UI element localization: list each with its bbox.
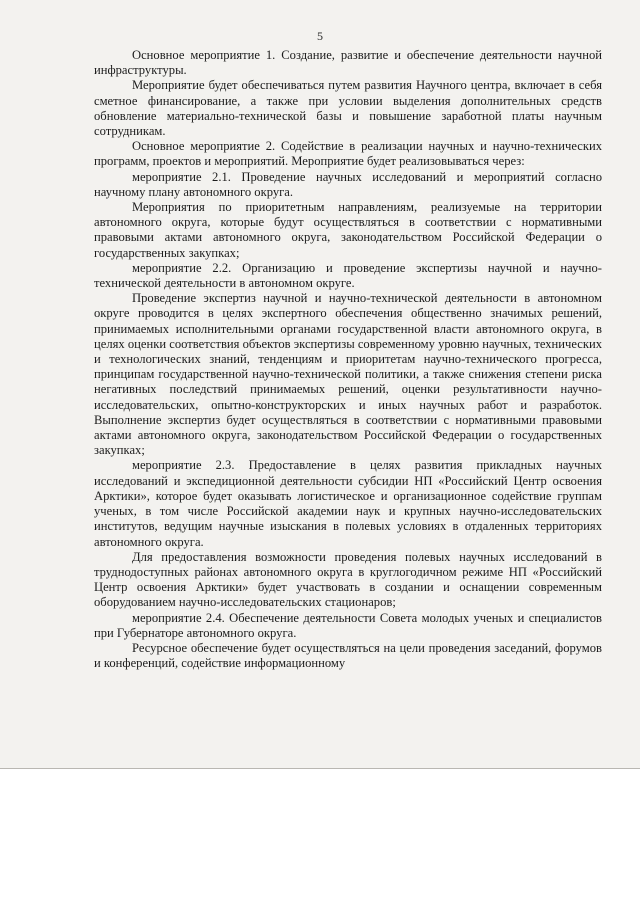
document-body <box>94 48 602 671</box>
paragraph-11: Ресурсное обеспечение будет осуществляться на цели проведения заседаний, форумов и конференций, содействие информационному <box>94 640 602 671</box>
page-number: 5 <box>317 29 323 43</box>
paragraph-3: Основное мероприятие 2. Содействие в реализации научных и научно-технических программ, проектов и мероприятий. Мероприятие будет реализовываться через: <box>94 139 602 169</box>
paragraph-4: мероприятие 2.1. Проведение научных исследований и мероприятий согласно научному плану автономного округа. <box>94 169 602 199</box>
paragraph-10: мероприятие 2.4. Обеспечение деятельности Совета молодых ученых и специалистов при Губернаторе автономного округа. <box>94 610 602 640</box>
paragraph-5: Мероприятия по приоритетным направлениям, реализуемые на территории автономного округа, которые будут осуществляться в соответствии с нормативными правовыми актами автономного округа, законодательством Российской Федерации о государственных закупках; <box>94 200 602 260</box>
paragraph-9: Для предоставления возможности проведения полевых научных исследований в труднодоступных районах автономного округа в круглогодичном режиме НП «Российский Центр освоения Арктики» будет участвовать в создании и оснащении современным оборудованием научно-исследовательских стационаров; <box>94 549 602 610</box>
paragraph-7: Проведение экспертиз научной и научно-технической деятельности в автономном округе проводится в целях экспертного обеспечения общественно значимых решений, принимаемых исполнительными органами государственной власти автономного округа, в целях оценки соответствия объектов экспертизы современному уровню научных, технических и технологических знаний, тенденциям и приоритетам научно-технического прогресса, принципам государственной научно-технической политики, а также снижения степени риска негативных последствий принимаемых решений, оценки результативности научно-исследовательских, опытно-конструкторских и иных научных работ и разработок. Выполнение экспертиз будет осуществляться в соответствии с нормативными правовыми актами автономного округа, законодательством Российской Федерации о государственных закупках; <box>94 291 603 458</box>
paragraph-8: мероприятие 2.3. Предоставление в целях развития прикладных научных исследований и экспедиционной деятельности субсидии НП «Российский Центр освоения Арктики», которое будет оказывать логистическое и организационное содействие группам ученых, в том числе Российской академии наук и крупных научно-исследовательских институтов, ведущим научные изыскания в полевых условиях в отдаленных территориях автономного округа. <box>94 458 602 549</box>
paragraph-6: мероприятие 2.2. Организацию и проведение экспертизы научной и научно-технической деятельности в автономном округе. <box>94 260 602 291</box>
paragraph-1: Основное мероприятие 1. Создание, развитие и обеспечение деятельности научной инфраструктуры. <box>94 48 602 78</box>
paragraph-2: Мероприятие будет обеспечиваться путем развития Научного центра, включает в себя сметное финансирование, а также при условии выделения дополнительных средств обновление материально-технической базы и повышение заработной платы научным сотрудникам. <box>94 78 602 139</box>
